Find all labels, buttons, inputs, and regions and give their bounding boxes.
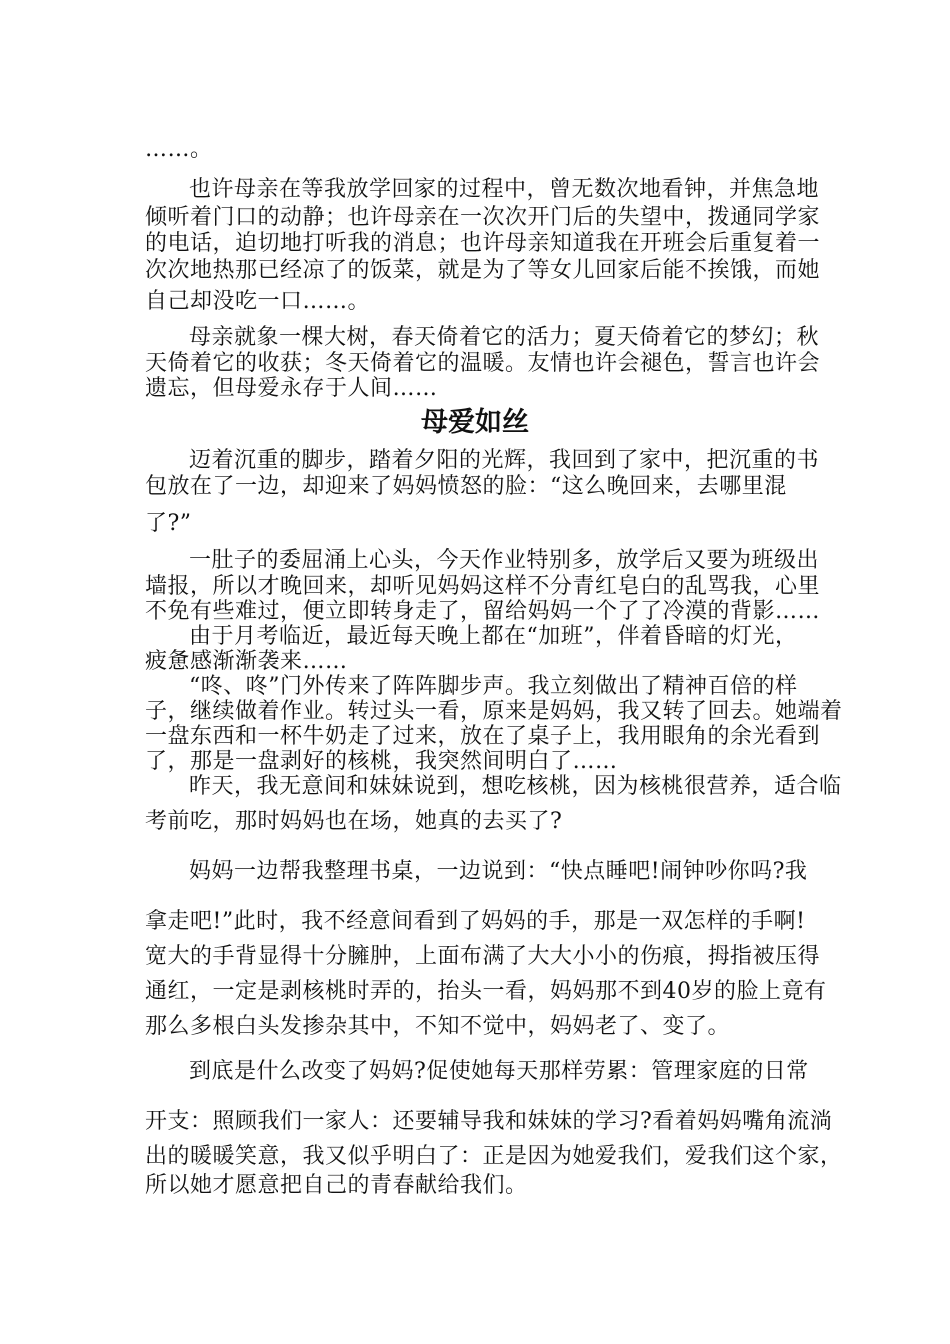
text-line: 考前吃，那时妈妈也在场，她真的去买了?: [145, 809, 563, 834]
text-line: 所以她才愿意把自己的青春献给我们。: [145, 1173, 528, 1198]
text-line: 倾听着门口的动静；也许母亲在一次次开门后的失望中，拨通同学家: [145, 205, 821, 230]
text-line: 开支：照顾我们一家人：还要辅导我和妹妹的学习?看着妈妈嘴角流淌: [145, 1109, 833, 1134]
text-line: 自己却没吃一口……。: [145, 289, 371, 314]
section-title: 母爱如丝: [421, 407, 529, 438]
text-line: “咚、咚”门外传来了阵阵脚步声。我立刻做出了精神百倍的样: [189, 674, 798, 699]
text-line: 一肚子的委屈涌上心头，今天作业特别多，放学后又要为班级出: [189, 548, 820, 573]
text-line: 妈妈一边帮我整理书桌，一边说到：“快点睡吧!闹钟吵你吗?我: [189, 859, 808, 884]
text-line: 墙报，所以才晚回来，却听见妈妈这样不分青红皂白的乱骂我，心里: [145, 574, 821, 599]
text-line: ……。: [145, 137, 213, 162]
text-line: 到底是什么改变了妈妈?促使她每天那样劳累：管理家庭的日常: [189, 1059, 809, 1084]
text-line: 了，那是一盘剥好的核桃，我突然间明白了……: [145, 749, 618, 774]
text-line: 疲惫感渐渐袭来……: [145, 649, 348, 674]
text-line: 那么多根白头发掺杂其中，不知不觉中，妈妈老了、变了。: [145, 1014, 731, 1039]
text-line: 通红，一定是剥核桃时弄的，抬头一看，妈妈那不到40岁的脸上竟有: [145, 979, 827, 1004]
text-line: 遗忘，但母爱永存于人间……: [145, 376, 438, 401]
text-line: 迈着沉重的脚步，踏着夕阳的光辉，我回到了家中，把沉重的书: [189, 448, 820, 473]
text-line: 一盘东西和一杯牛奶走了过来，放在了桌子上，我用眼角的余光看到: [145, 724, 821, 749]
text-line: 宽大的手背显得十分臃肿，上面布满了大大小小的伤痕，拇指被压得: [145, 944, 821, 969]
text-line: 由于月考临近，最近每天晚上都在“加班”，伴着昏暗的灯光，: [189, 624, 798, 649]
text-line: 不免有些难过，便立即转身走了，留给妈妈一个了了冷漠的背影……: [145, 599, 821, 624]
text-line: 昨天，我无意间和妹妹说到，想吃核桃，因为核桃很营养，适合临: [189, 774, 842, 799]
text-line: 子，继续做着作业。转过头一看，原来是妈妈，我又转了回去。她端着: [145, 699, 843, 724]
text-line: 了?”: [145, 511, 192, 536]
text-line: 包放在了一边，却迎来了妈妈愤怒的脸：“这么晚回来，去哪里混: [145, 474, 787, 499]
text-line: 也许母亲在等我放学回家的过程中，曾无数次地看钟，并焦急地: [189, 177, 820, 202]
text-line: 出的暖暖笑意，我又似乎明白了：正是因为她爱我们，爱我们这个家，: [145, 1144, 843, 1169]
text-line: 天倚着它的收获；冬天倚着它的温暖。友情也许会褪色，誓言也许会: [145, 351, 821, 376]
text-line: 母亲就象一棵大树，春天倚着它的活力；夏天倚着它的梦幻；秋: [189, 325, 820, 350]
text-line: 次次地热那已经凉了的饭菜，就是为了等女儿回家后能不挨饿，而她: [145, 258, 821, 283]
text-line: 拿走吧!”此时，我不经意间看到了妈妈的手，那是一双怎样的手啊!: [145, 909, 806, 934]
text-line: 的电话，迫切地打听我的消息；也许母亲知道我在开班会后重复着一: [145, 231, 821, 256]
